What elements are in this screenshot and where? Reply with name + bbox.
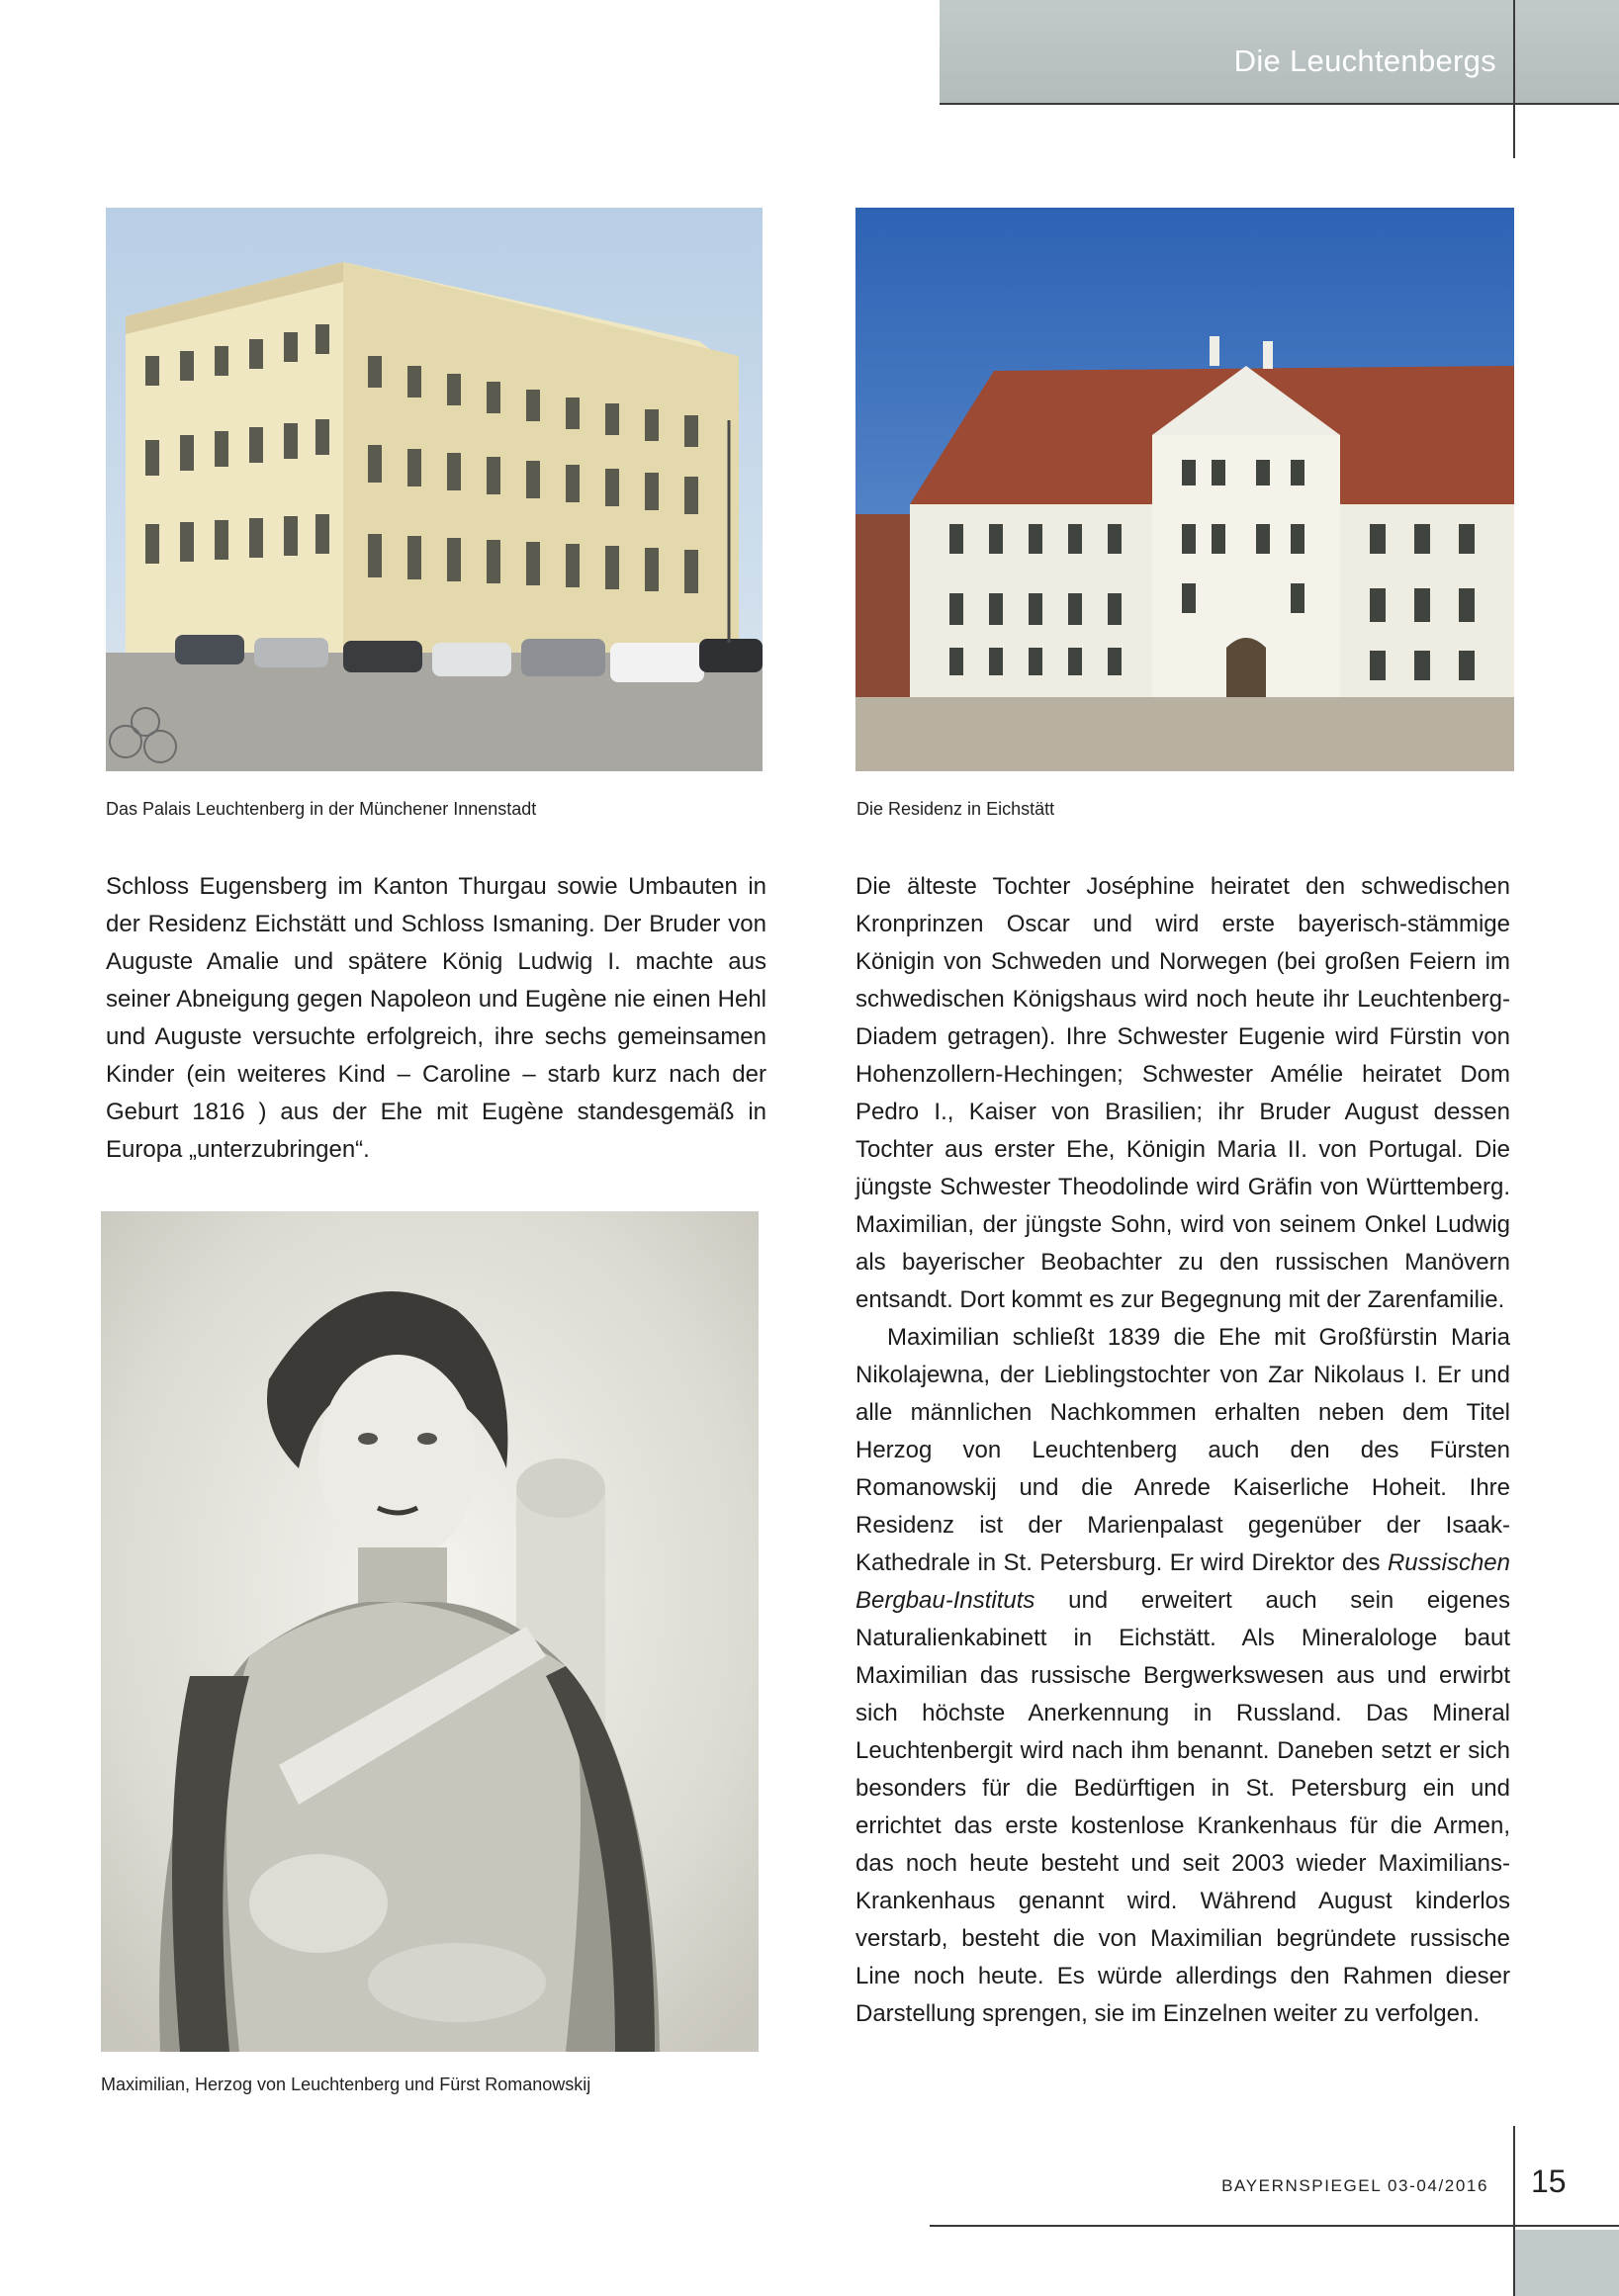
portrait-caption: Maximilian, Herzog von Leuchtenberg und Fürst Romanowskij	[101, 2075, 591, 2094]
left-paragraph: Schloss Eugensberg im Kanton Thurgau sowie Umbauten in der Residenz Eichstätt und Schloss Ismaning. Der Bruder von Auguste Amalie und spätere König Ludwig I. machte aus seiner Abneigung gegen Napoleon und Eugène nie einen Hehl und Auguste versuchte erfolgreich, ihre sechs gemeinsamen Kinder (ein weiteres Kind – Caroline – starb kurz nach der Geburt 1816 ) aus der Ehe mit Eugène standesgemäß in Europa „unterzubringen“.	[106, 873, 766, 1163]
left-column-text	[106, 868, 766, 1169]
right-paragraph-2	[855, 1319, 1510, 2033]
section-title: Die Leuchtenbergs	[1233, 44, 1496, 78]
footer-band	[1515, 2230, 1619, 2296]
residenz-photo-caption: Die Residenz in Eichstätt	[856, 799, 1055, 819]
right-paragraph-1: Die älteste Tochter Joséphine heiratet den schwedischen Kronprinzen Oscar und wird erste bayerisch-stämmige Königin von Schweden und Norwegen (bei großen Feiern im schwedischen Königshaus wird noch heute ihr Leuchtenberg-Diadem getragen). Ihre Schwester Eugenie wird Fürstin von Hohenzollern-Hechingen; Schwester Amélie heiratet Dom Pedro I., Kaiser von Brasilien; ihr Bruder August dessen Tochter aus erster Ehe, Königin Maria II. von Portugal. Die jüngste Schwester Theodolinde wird Gräfin von Württemberg. Maximilian, der jüngste Sohn, wird von seinem Onkel Ludwig als bayerischer Beobachter zu den russischen Manövern entsandt. Dort kommt es zur Begegnung mit der Zarenfamilie.	[855, 873, 1510, 1313]
maximilian-portrait	[101, 1211, 759, 2052]
footer-rule	[930, 2225, 1619, 2227]
header-rule	[940, 103, 1619, 105]
right-paragraph-2-part-b: und erweitert auch sein eigenes Naturalienkabinett in Eichstätt. Als Mineralologe baut Maximilian das russische Bergwerkswesen aus und erwirbt sich höchste Anerkennung in Russland. Das Mineral Leuchtenbergit wird nach ihm benannt. Daneben setzt er sich besonders für die Bedürftigen in St. Petersburg ein und errichtet das erste kostenlose Krankenhaus für die Armen, das noch heute besteht und seit 2003 wieder Maximilians-Krankenhaus genannt wird. Während August kinderlos verstarb, besteht die von Maximilian begründete russische Line noch heute. Es würde allerdings den Rahmen dieser Darstellung sprengen, sie im Einzelnen weiter zu verfolgen.	[855, 1587, 1510, 2027]
magazine-issue: BAYERNSPIEGEL 03-04/2016	[1221, 2176, 1488, 2195]
palais-photo-caption: Das Palais Leuchtenberg in der Münchener Innenstadt	[106, 799, 537, 819]
page-number: 15	[1531, 2164, 1567, 2199]
palais-leuchtenberg-photo	[106, 208, 763, 771]
right-paragraph-2-part-a: Maximilian schließt 1839 die Ehe mit Großfürstin Maria Nikolajewna, der Lieblingstochter von Zar Nikolaus I. Er und alle männlichen Nachkommen erhalten neben dem Titel Herzog von Leuchtenberg auch den des Fürsten Romanowskij und die Anrede Kaiserliche Hoheit. Ihre Residenz ist der Marienpalast gegenüber der Isaak-Kathedrale in St. Petersburg. Er wird Direktor des	[855, 1324, 1510, 1576]
header-vertical-rule	[1513, 0, 1515, 158]
residenz-eichstaett-photo	[855, 208, 1514, 771]
section-header-band	[940, 0, 1619, 103]
right-column-text	[855, 868, 1510, 2033]
bergbau-institut-title: Russischen Bergbau-Instituts	[855, 1549, 1510, 1614]
